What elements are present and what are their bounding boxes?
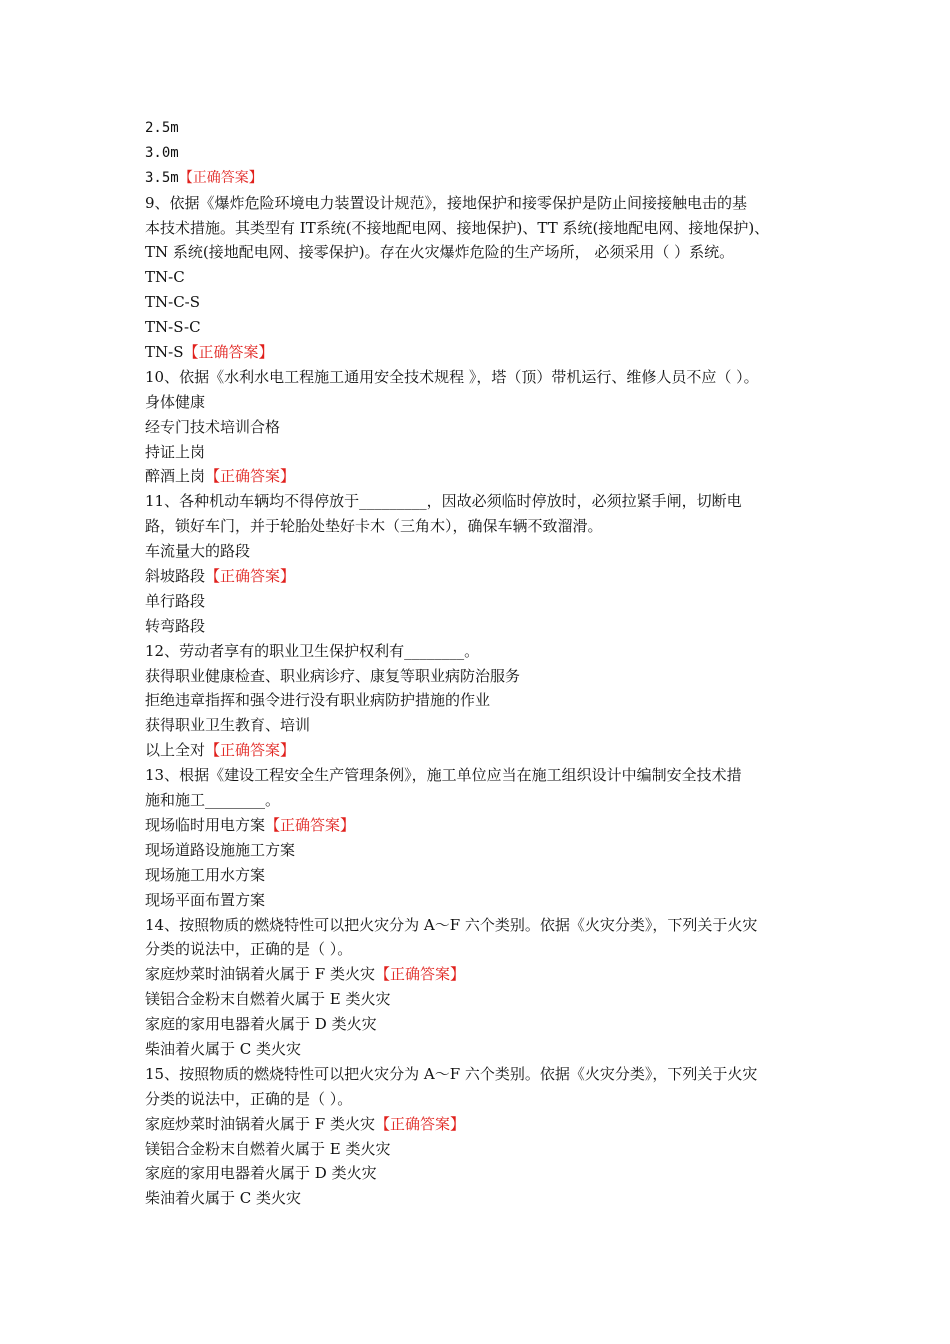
option-text: 家庭炒菜时油锅着火属于 F 类火灾 bbox=[145, 965, 375, 984]
option-text: 现场平面布置方案 bbox=[145, 890, 266, 909]
option-line bbox=[145, 1137, 810, 1162]
option-line bbox=[145, 1037, 810, 1062]
option-line bbox=[145, 664, 810, 689]
question-text: 11、各种机动车辆均不得停放于_________，因故必须临时停放时，必须拉紧手闸，切断电 bbox=[145, 492, 742, 511]
option-line bbox=[145, 464, 810, 489]
option-line bbox=[145, 564, 810, 589]
option-text: 现场临时用电方案 bbox=[145, 815, 266, 834]
option-line bbox=[145, 614, 810, 639]
question-text: 13、根据《建设工程安全生产管理条例》，施工单位应当在施工组织设计中编制安全技术措 bbox=[145, 766, 742, 785]
option-text: 单行路段 bbox=[145, 591, 206, 610]
option-line bbox=[145, 340, 810, 365]
question-text: 分类的说法中，正确的是（ ）。 bbox=[145, 940, 353, 959]
option-text: 柴油着火属于 C 类火灾 bbox=[145, 1039, 302, 1058]
document-body bbox=[145, 116, 810, 1211]
option-line bbox=[145, 1012, 810, 1037]
option-text: 身体健康 bbox=[145, 392, 206, 411]
question-text: 15、按照物质的燃烧特性可以把火灾分为 A～F 六个类别。依据《火灾分类》，下列关于火灾 bbox=[145, 1064, 758, 1083]
correct-answer-tag: 【正确答案】 bbox=[205, 467, 296, 486]
correct-answer-tag: 【正确答案】 bbox=[374, 965, 465, 984]
option-text: 以上全对 bbox=[145, 741, 206, 760]
option-text: TN-C bbox=[145, 268, 185, 287]
correct-answer-tag: 【正确答案】 bbox=[374, 1114, 465, 1133]
correct-answer-tag: 【正确答案】 bbox=[183, 343, 274, 362]
option-text: 获得职业卫生教育、培训 bbox=[145, 716, 311, 735]
option-line bbox=[145, 315, 810, 340]
option-text: 现场施工用水方案 bbox=[145, 865, 266, 884]
option-text: 3.5m bbox=[145, 169, 179, 186]
correct-answer-tag: 【正确答案】 bbox=[178, 169, 263, 186]
option-text: 拒绝违章指挥和强令进行没有职业病防护措施的作业 bbox=[145, 691, 491, 710]
option-text: TN-S bbox=[145, 343, 184, 362]
option-text: 家庭的家用电器着火属于 D 类火灾 bbox=[145, 1015, 377, 1034]
option-line bbox=[145, 1112, 810, 1137]
option-line bbox=[145, 265, 810, 290]
option-text: 3.0m bbox=[145, 144, 179, 161]
option-text: 现场道路设施施工方案 bbox=[145, 840, 296, 859]
option-text: 持证上岗 bbox=[145, 442, 206, 461]
correct-answer-tag: 【正确答案】 bbox=[205, 741, 296, 760]
option-text: 转弯路段 bbox=[145, 616, 206, 635]
option-line bbox=[145, 962, 810, 987]
question-text: 分类的说法中，正确的是（ ）。 bbox=[145, 1089, 353, 1108]
option-line bbox=[145, 1161, 810, 1186]
option-line bbox=[145, 415, 810, 440]
option-line bbox=[145, 589, 810, 614]
option-text: 柴油着火属于 C 类火灾 bbox=[145, 1189, 302, 1208]
question-text: 本技术措施。其类型有 IT系统(不接地配电网、接地保护)、TT 系统(接地配电网、接地保护)、 bbox=[145, 218, 770, 237]
option-text: 家庭炒菜时油锅着火属于 F 类火灾 bbox=[145, 1114, 375, 1133]
option-text: 斜坡路段 bbox=[145, 567, 206, 586]
option-line bbox=[145, 440, 810, 465]
option-text: 2.5m bbox=[145, 120, 179, 136]
option-text: 镁铝合金粉末自燃着火属于 E 类火灾 bbox=[145, 1139, 391, 1158]
option-line bbox=[145, 688, 810, 713]
option-line bbox=[145, 539, 810, 564]
correct-answer-tag: 【正确答案】 bbox=[205, 567, 296, 586]
option-text: TN-S-C bbox=[145, 318, 201, 337]
question-text: 12、劳动者享有的职业卫生保护权利有________。 bbox=[145, 641, 480, 660]
option-line bbox=[145, 863, 810, 888]
option-line bbox=[145, 116, 810, 141]
option-line bbox=[145, 1186, 810, 1211]
option-line bbox=[145, 290, 810, 315]
option-line bbox=[145, 166, 810, 191]
question-text: 路，锁好车门，并于轮胎处垫好卡木（三角木），确保车辆不致溜滑。 bbox=[145, 517, 603, 536]
option-line bbox=[145, 713, 810, 738]
option-text: 车流量大的路段 bbox=[145, 542, 251, 561]
option-line bbox=[145, 390, 810, 415]
option-text: 家庭的家用电器着火属于 D 类火灾 bbox=[145, 1164, 377, 1183]
option-text: TN-C-S bbox=[145, 293, 201, 312]
question-text: 9、依据《爆炸危险环境电力装置设计规范》，接地保护和接零保护是防止间接接触电击的基 bbox=[145, 193, 748, 212]
question-text: TN 系统(接地配电网、接零保护)。存在火灾爆炸危险的生产场所， 必须采用（ ）系统。 bbox=[145, 243, 735, 262]
option-line bbox=[145, 738, 810, 763]
option-line bbox=[145, 888, 810, 913]
option-line bbox=[145, 813, 810, 838]
option-text: 获得职业健康检查、职业病诊疗、康复等职业病防治服务 bbox=[145, 666, 521, 685]
question-text: 10、依据《水利水电工程施工通用安全技术规程 》，塔（顶）带机运行、维修人员不应（ ）。 bbox=[145, 367, 759, 386]
option-text: 经专门技术培训合格 bbox=[145, 417, 281, 436]
correct-answer-tag: 【正确答案】 bbox=[265, 815, 356, 834]
question-text: 14、按照物质的燃烧特性可以把火灾分为 A～F 六个类别。依据《火灾分类》，下列关于火灾 bbox=[145, 915, 758, 934]
option-line bbox=[145, 838, 810, 863]
option-line bbox=[145, 987, 810, 1012]
option-line bbox=[145, 141, 810, 166]
option-text: 镁铝合金粉末自燃着火属于 E 类火灾 bbox=[145, 990, 391, 1009]
question-text: 施和施工________。 bbox=[145, 791, 281, 810]
option-text: 醉酒上岗 bbox=[145, 467, 206, 486]
